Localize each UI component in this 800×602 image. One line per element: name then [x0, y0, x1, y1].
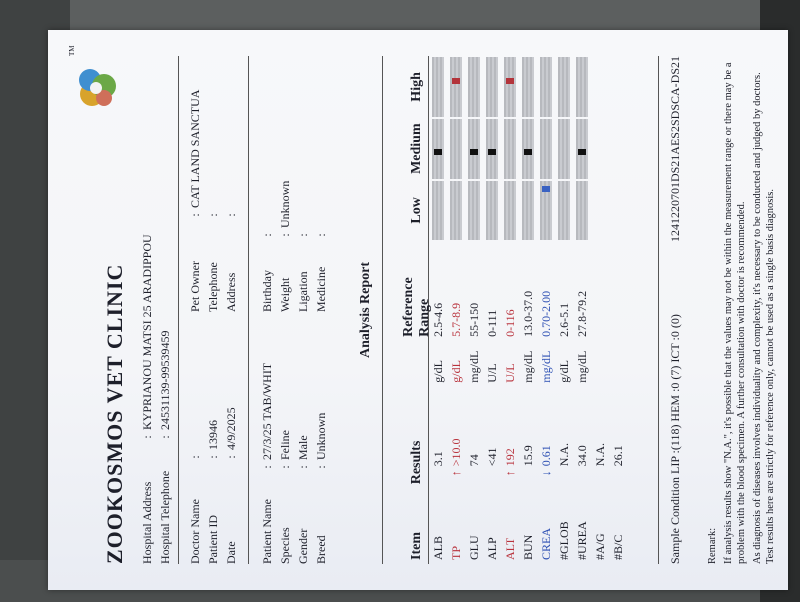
remark-block: [706, 56, 780, 564]
trademark-mark: TM: [68, 45, 76, 56]
row-result-value: >10.0: [448, 438, 463, 467]
header-results: Results: [409, 440, 424, 485]
row-unit: g/dL: [430, 360, 445, 383]
owner-name: CAT LAND SANCTUA: [188, 89, 202, 208]
header-low: Low: [409, 197, 424, 224]
level-segment-medium: [504, 119, 516, 179]
row-level-bar: [486, 56, 498, 241]
row-result-value: 15.9: [520, 445, 535, 467]
row-reference: 0.70-2.00: [538, 290, 553, 337]
table-row: [573, 56, 591, 564]
table-row: [591, 56, 609, 564]
row-reference: 27.8-79.2: [574, 290, 589, 337]
sample-condition: Sample Condition LIP :(118) HEM :0 (7) ICT :0 (0): [668, 314, 682, 564]
level-segment-low: [450, 181, 462, 241]
breed-label: Breed: [314, 535, 328, 564]
remark-text-2: As diagnosis of diseases involves individuality and complexity, it's necessary to be conducted and judged by doctors. Test results here are strictly for reference only, cannot be used as a single basis diagnosis.: [752, 72, 776, 564]
row-arrow: [575, 470, 590, 484]
patient-name: 27/3/25 TAB/WHIT: [260, 362, 274, 460]
header-high: High: [409, 72, 424, 102]
header-medium: Medium: [409, 123, 424, 174]
analysis-table: [401, 56, 627, 564]
hospital-telephone: 24531139-99539459: [158, 330, 172, 430]
table-row: [483, 56, 501, 564]
weight: Unknown: [278, 180, 292, 228]
weight-label: Weight: [278, 277, 292, 312]
table-header: [401, 56, 432, 564]
row-result-value: <41: [484, 447, 499, 467]
level-marker: [578, 149, 586, 155]
table-row: [537, 56, 555, 564]
row-item: BUN: [520, 534, 535, 560]
row-level-bar: [504, 56, 516, 241]
species-label: Species: [278, 527, 292, 564]
visit-date: 4/9/2025: [224, 407, 238, 450]
hospital-telephone-label: Hospital Telephone: [158, 470, 172, 564]
row-result-value: N.A.: [556, 442, 571, 467]
level-segment-high: [468, 57, 480, 117]
level-marker: [488, 149, 496, 155]
row-arrow: [467, 470, 482, 484]
breed: Unknown: [314, 412, 328, 460]
row-level-bar: [558, 56, 570, 241]
row-item: CREA: [538, 527, 553, 560]
level-segment-medium: [468, 119, 480, 179]
table-row: [555, 56, 573, 564]
row-reference: 0-116: [502, 309, 517, 337]
hospital-address-label: Hospital Address: [140, 481, 154, 564]
patient-id: 13946: [206, 420, 220, 450]
level-segment-medium: [486, 119, 498, 179]
row-result-value: N.A.: [592, 442, 607, 467]
level-segment-low: [576, 181, 588, 241]
medicine-label: Medicine: [314, 266, 328, 312]
level-segment-high: [432, 57, 444, 117]
level-marker: [470, 149, 478, 155]
visit-info-right: Pet Owner : CAT LAND SANCTUA Telephone : Address :: [188, 89, 238, 312]
level-segment-high: [576, 57, 588, 117]
row-item: #UREA: [574, 521, 589, 560]
row-arrow: [485, 470, 500, 484]
header-reference: Reference Range: [401, 277, 432, 337]
row-result-value: 74: [466, 454, 481, 467]
row-result-value: 26.1: [610, 445, 625, 467]
level-marker: [506, 78, 514, 84]
lab-report-paper: [48, 30, 788, 590]
row-item: ALT: [502, 537, 517, 560]
row-level-bar: [450, 56, 462, 241]
level-segment-high: [450, 57, 462, 117]
row-result: [467, 383, 482, 485]
level-segment-medium: [450, 119, 462, 179]
level-segment-low: [504, 181, 516, 241]
level-segment-high: [504, 57, 516, 117]
remark-text-1: If analysis results show "N.A.", it's possible that the values may not be within the measurement range or there may be a problem with the blood specimen. A further consultation with doctor is recommended.: [723, 62, 747, 564]
row-unit: mg/dL: [538, 350, 553, 383]
level-marker: [542, 186, 550, 192]
row-arrow: [611, 470, 626, 484]
row-level-bar: [432, 56, 444, 241]
row-item: #GLOB: [556, 521, 571, 560]
patient-info-left: Patient Name : 27/3/25 TAB/WHIT Species : Feline Gender : Male Breed : Unknown: [260, 362, 328, 564]
row-reference: 55-150: [466, 302, 481, 337]
row-item: ALB: [430, 536, 445, 560]
level-segment-low: [432, 181, 444, 241]
remark-label: Remark:: [707, 527, 718, 564]
row-result-value: 34.0: [574, 445, 589, 467]
row-result-value: 0.61: [538, 445, 553, 467]
serial-number: 1241220701DS21AES2SDSCA-DS21: [668, 56, 682, 243]
row-level-bar: [540, 56, 552, 241]
row-level-bar: [522, 56, 534, 241]
row-arrow: ↑: [502, 470, 517, 477]
table-row: [447, 56, 465, 564]
divider: [658, 56, 659, 564]
level-segment-medium: [540, 119, 552, 179]
level-segment-low: [540, 181, 552, 241]
row-result: [503, 383, 518, 485]
divider: [178, 56, 179, 564]
row-item: GLU: [466, 535, 481, 560]
header-item: Item: [409, 532, 424, 560]
level-segment-high: [522, 57, 534, 117]
row-reference: 5.7-8.9: [448, 302, 463, 337]
row-arrow: [521, 470, 536, 484]
patient-id-label: Patient ID: [206, 515, 220, 564]
ligation-label: Ligation: [296, 271, 310, 312]
address-label: Address: [224, 272, 238, 312]
owner-label: Pet Owner: [188, 261, 202, 312]
clinic-title: ZOOKOSMOS VET CLINIC: [102, 263, 127, 564]
row-item: ALP: [484, 537, 499, 560]
row-item: #A/G: [592, 533, 607, 560]
row-arrow: [557, 470, 572, 484]
level-marker: [524, 149, 532, 155]
date-label: Date: [224, 541, 238, 564]
row-result: [539, 383, 554, 485]
doctor-label: Doctor Name: [188, 499, 202, 564]
row-unit: mg/dL: [574, 350, 589, 383]
telephone-label: Telephone: [206, 262, 220, 312]
row-reference: 2.5-4.6: [430, 302, 445, 337]
row-arrow: [431, 470, 446, 484]
table-row: [609, 56, 627, 564]
level-segment-medium: [432, 119, 444, 179]
row-unit: g/dL: [556, 360, 571, 383]
row-result: [593, 383, 608, 485]
table-row: [501, 56, 519, 564]
row-result: [611, 383, 626, 485]
row-result-value: 192: [502, 448, 517, 467]
level-segment-high: [540, 57, 552, 117]
birthday-label: Birthday: [260, 270, 274, 312]
clinic-logo-icon: [68, 54, 128, 124]
row-arrow: [593, 470, 608, 484]
level-segment-medium: [576, 119, 588, 179]
row-arrow: ↓: [538, 470, 553, 477]
row-unit: g/dL: [448, 360, 463, 383]
row-result-value: 3.1: [430, 451, 445, 467]
level-segment-low: [486, 181, 498, 241]
clinic-info: Hospital Address : KYPRIANOU MATSI 25 ARADIPPOU Hospital Telephone : 24531139-99539459: [140, 234, 172, 564]
row-result: [485, 383, 500, 485]
row-item: #B/C: [610, 534, 625, 560]
header-levels: [409, 56, 425, 241]
level-segment-medium: [522, 119, 534, 179]
level-segment-high: [486, 57, 498, 117]
row-arrow: ↑: [448, 470, 463, 477]
level-segment-low: [468, 181, 480, 241]
row-unit: U/L: [484, 363, 499, 383]
level-segment-high: [558, 57, 570, 117]
table-row: [465, 56, 483, 564]
row-result: [521, 383, 536, 485]
row-reference: 2.6-5.1: [556, 302, 571, 337]
level-marker: [452, 78, 460, 84]
species: Feline: [278, 430, 292, 460]
row-level-bar: [468, 56, 480, 241]
gender-label: Gender: [296, 528, 310, 564]
patient-info-right: Birthday : Weight : Unknown Ligation : Medicine :: [260, 180, 328, 312]
hospital-address: KYPRIANOU MATSI 25 ARADIPPOU: [140, 234, 154, 430]
patient-name-label: Patient Name: [260, 499, 274, 564]
level-segment-medium: [558, 119, 570, 179]
row-unit: mg/dL: [520, 350, 535, 383]
sample-condition-row: [668, 56, 683, 564]
table-row: [519, 56, 537, 564]
row-level-bar: [576, 56, 588, 241]
gender: Male: [296, 435, 310, 460]
analysis-report-title: Analysis Report: [358, 261, 373, 359]
row-reference: 13.0-37.0: [520, 290, 535, 337]
row-result: [575, 383, 590, 485]
level-marker: [434, 149, 442, 155]
divider: [382, 56, 383, 564]
row-unit: mg/dL: [466, 350, 481, 383]
row-result: [557, 383, 572, 485]
visit-info-left: Doctor Name : Patient ID : 13946 Date : 4/9/2025: [188, 407, 238, 564]
level-segment-low: [558, 181, 570, 241]
table-body: [429, 56, 627, 564]
level-segment-low: [522, 181, 534, 241]
row-reference: 0-111: [484, 309, 499, 337]
row-unit: U/L: [502, 363, 517, 383]
row-item: TP: [448, 545, 463, 560]
row-result: [449, 383, 464, 485]
table-row: [429, 56, 447, 564]
row-result: [431, 383, 446, 485]
divider: [248, 56, 249, 564]
